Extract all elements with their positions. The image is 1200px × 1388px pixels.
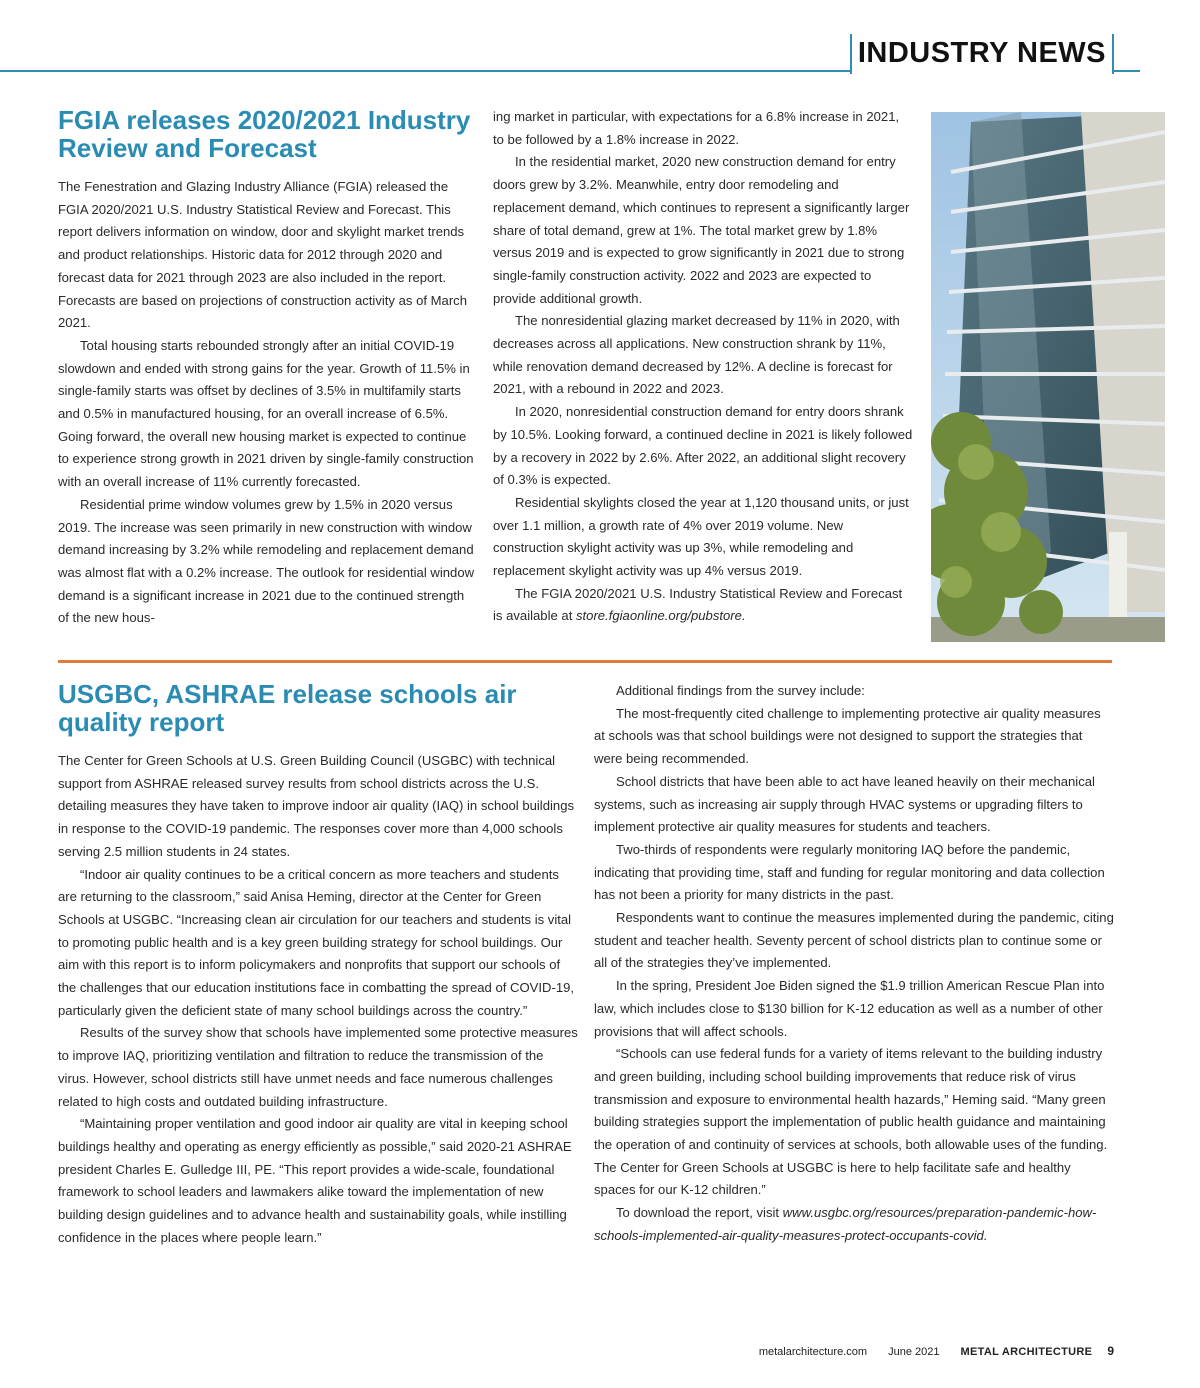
- page-footer: [741, 1344, 1114, 1358]
- article1-paragraph: The nonresidential glazing market decreased by 11% in 2020, with decreases across all applications. New construction shrank by 11%, while renovation demand decreased by 12%. A decline is forecast for 2021, with a rebound in 2022 and 2023.: [493, 313, 900, 397]
- building-photo: [931, 112, 1165, 642]
- article1-paragraph: The Fenestration and Glazing Industry Alliance (FGIA) released the FGIA 2020/2021 U.S. Industry Statistical Review and Forecast. This report delivers information on window, door and skylight market trends and product relationships. Historic data for 2012 through 2020 and forecast data for 2021 through 2023 are also included in the report. Forecasts are based on projections of construction activity as of March 2021.: [58, 179, 468, 331]
- article2-headline: USGBC, ASHRAE release schools air quality report: [58, 679, 517, 737]
- article2-paragraph: Respondents want to continue the measures implemented during the pandemic, citing student and teacher health. Seventy percent of school districts plan to continue some or all of the strategies they’ve implemented.: [594, 910, 1114, 971]
- article2-paragraph: [594, 1202, 1114, 1247]
- article2-paragraph: “Maintaining proper ventilation and good indoor air quality are vital in keeping school buildings healthy and operating as energy efficiently as possible,” said 2020-21 ASHRAE president Charles E. Gulledge III, PE. “This report provides a wide-scale, foundational framework to school leaders and lawmakers alike toward the implementation of new building design guidelines and to advance health and sustainability goals, while instilling confidence in the places where people learn.”: [58, 1116, 572, 1245]
- article2-last-text: To download the report, visit: [616, 1205, 783, 1221]
- article2-col2: [594, 680, 1114, 1248]
- article1-col1: [58, 106, 476, 630]
- article1-col2: [493, 106, 913, 628]
- footer-issue: June 2021: [888, 1346, 940, 1358]
- article1-headline: FGIA releases 2020/2021 Industry Review and Forecast: [58, 105, 471, 163]
- article2-paragraph: The Center for Green Schools at U.S. Green Building Council (USGBC) with technical support from ASHRAE released survey results from school districts across the U.S. detailing measures they have taken to improve indoor air quality (IAQ) in school buildings in response to the COVID-19 pandemic. The responses cover more than 4,000 schools serving 2.5 million students in 24 states.: [58, 753, 575, 859]
- article1-paragraph: Residential skylights closed the year at 1,120 thousand units, or just over 1.1 million, a growth rate of 4% over 2019 volume. New construction skylight activity was up 3%, while remodeling and replacement skylight activity was up 4% versus 2019.: [493, 494, 909, 579]
- article1-paragraph: Residential prime window volumes grew by 1.5% in 2020 versus 2019. The increase was seen primarily in new construction with window demand increasing by 3.2% while remodeling and replacement demand was almost flat with a 0.2% increase. The outlook for residential window demand is a significant increase in 2021 due to the continued strength of the new hous-: [58, 496, 475, 626]
- article1-paragraph: [493, 583, 913, 628]
- article2-paragraph: Additional findings from the survey include:: [616, 683, 865, 698]
- article2-paragraph: The most-frequently cited challenge to implementing protective air quality measures at schools was that school buildings were not designed to support the strategies that were being recommended.: [594, 705, 1101, 767]
- article1-paragraph: ing market in particular, with expectations for a 6.8% increase in 2021, to be followed by a 1.8% increase in 2022.: [493, 109, 900, 147]
- article1-paragraph: In the residential market, 2020 new construction demand for entry doors grew by 3.2%. Meanwhile, entry door remodeling and replacement demand, which continues to represent a significantly larger share of total demand, grew at 1%. The total market grew by 1.8% versus 2019 and is expected to grow significantly in 2021 due to strong single-family construction activity. 2022 and 2023 are expected to provide additional growth.: [493, 154, 910, 306]
- article2-paragraph: Results of the survey show that schools have implemented some protective measures to improve IAQ, prioritizing ventilation and filtration to reduce the transmission of the virus. However, school districts still have unmet needs and face numerous challenges related to high costs and outdated building infrastructure.: [58, 1025, 578, 1109]
- fgia-store-link[interactable]: store.fgiaonline.org/pubstore.: [575, 608, 746, 624]
- section-label: INDUSTRY NEWS: [850, 34, 1114, 74]
- footer-publication: METAL ARCHITECTURE: [960, 1346, 1093, 1358]
- article2-paragraph: School districts that have been able to act have leaned heavily on their mechanical systems, such as increasing air supply through HVAC systems or upgrading filters to implement protective air quality measures for students and teachers.: [594, 773, 1095, 835]
- article-divider: [58, 660, 1112, 663]
- article2-paragraph: Two-thirds of respondents were regularly monitoring IAQ before the pandemic, indicating that providing time, staff and funding for regular monitoring and data collection has not been a priority for many districts in the past.: [594, 841, 1105, 903]
- article1-paragraph: Total housing starts rebounded strongly after an initial COVID-19 slowdown and ended with strong gains for the year. Growth of 11.5% in single-family starts was offset by declines of 3.5% in multifamily starts and 0.5% in manufactured housing, for an overall increase of 6.5%. Going forward, the overall new housing market is expected to continue to experience strong growth in 2021 driven by single-family construction with an overall increase of 11% currently forecasted.: [58, 337, 474, 490]
- article2-col1: [58, 680, 578, 1249]
- footer-site: metalarchitecture.com: [758, 1346, 868, 1358]
- article1-last-text: The FGIA 2020/2021 U.S. Industry Statistical Review and Forecast is available at: [493, 585, 903, 624]
- article2-paragraph: In the spring, President Joe Biden signed the $1.9 trillion American Rescue Plan into law, which includes close to $130 billion for K-12 education as well as a number of other provisions that will affect schools.: [594, 978, 1105, 1039]
- article2-paragraph: “Indoor air quality continues to be a critical concern as more teachers and students are returning to the classroom,” said Anisa Heming, director at the Center for Green Schools at USGBC. “Increasing clean air circulation for our teachers and students is vital to promoting public health and is a key green building strategy for school buildings. Our aim with this report is to inform policymakers and nonprofits that support our schools of the challenges that our education institutions face in combatting the spread of COVID-19, particularly given the deficient state of many school buildings across the country.”: [58, 866, 575, 1018]
- usgbc-report-link[interactable]: www.usgbc.org/resources/preparation-pandemic-how-schools-implemented-air-quality-measures-protect-occupants-covid.: [594, 1205, 1097, 1243]
- article1-paragraph: In 2020, nonresidential construction demand for entry doors shrank by 10.5%. Looking forward, a continued decline in 2021 is likely followed by a recovery in 2022 by 2.6%. After 2022, an additional slight recovery of 0.3% is expected.: [493, 404, 913, 488]
- article2-paragraph: “Schools can use federal funds for a variety of items relevant to the building industry and green building, including school building improvements that reduce risk of virus transmission and exposure to environmental health hazards,” Heming said. “Many green building strategies support the implementation of public health guidance and maintaining the operation of and continuity of services at schools, both allowable uses of the funding. The Center for Green Schools at USGBC is here to help facilitate safe and healthy spaces for our K-12 children.”: [594, 1046, 1108, 1198]
- page-number: 9: [1107, 1344, 1114, 1358]
